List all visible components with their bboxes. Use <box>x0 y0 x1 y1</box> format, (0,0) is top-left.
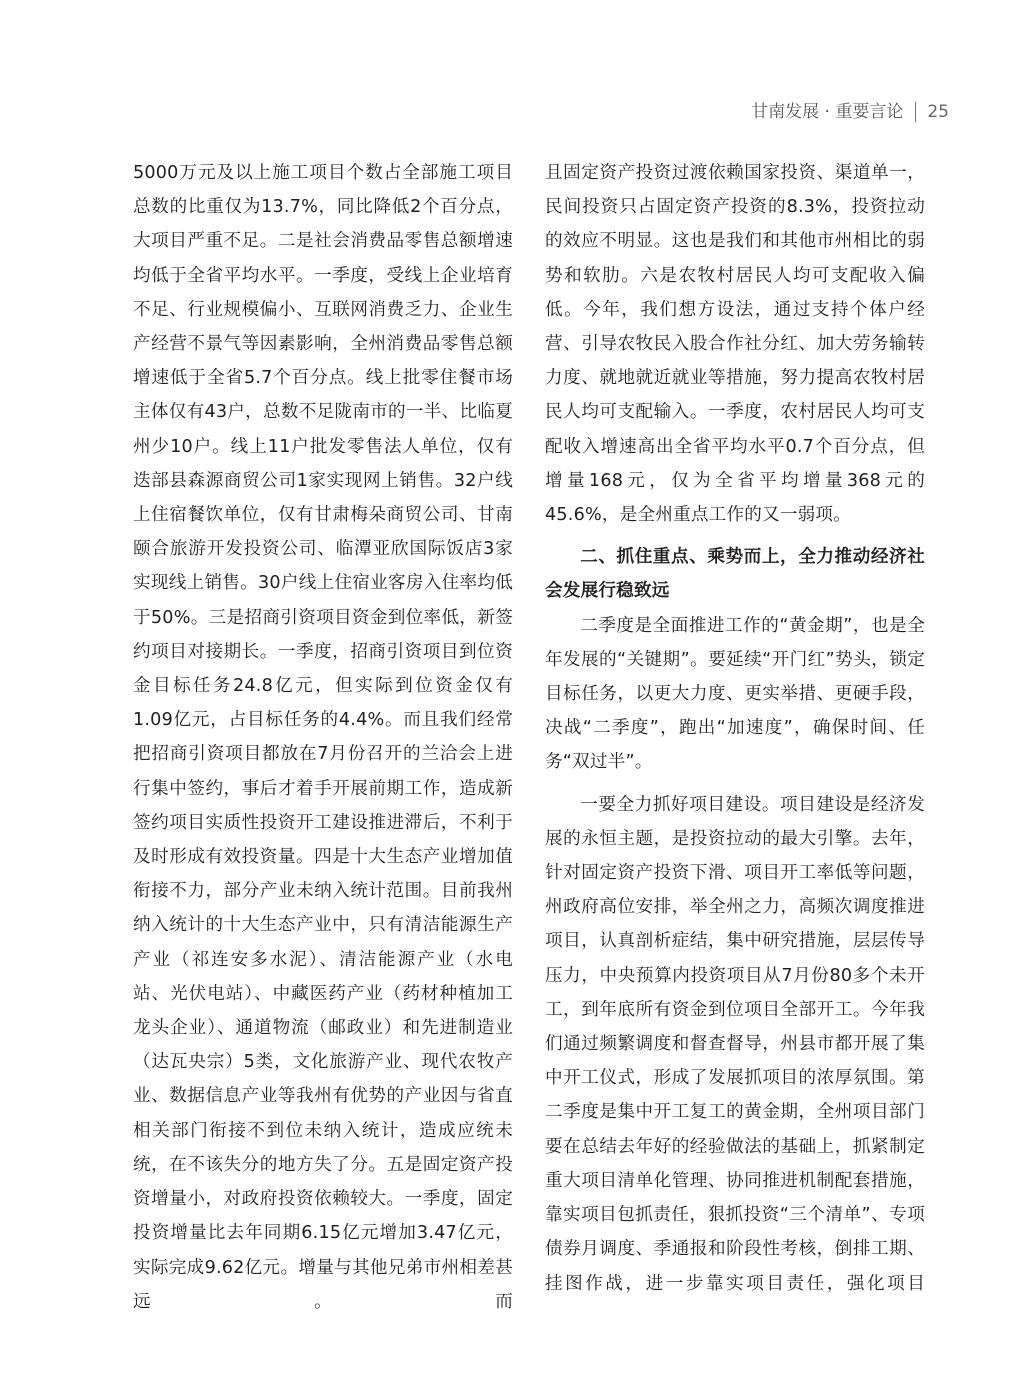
running-header <box>751 100 949 124</box>
body-paragraph: 5000万元及以上施工项目个数占全部施工项目总数的比重仅为13.7%，同比降低2个百分点，大项目严重不足。二是社会消费品零售总额增速均低于全省平均水平。一季度，受线上企业培育不足、行业规模偏小、互联网消费乏力、企业生产经营不景气等因素影响，全州消费品零售总额增速低于全省5.7个百分点。线上批零住餐市场主体仅有43户，总数不足陇南市的一半、比临夏州少10户。线上11户批发零售法人单位，仅有迭部县森源商贸公司1家实现网上销售。32户线上住宿餐饮单位，仅有甘肃梅朵商贸公司、甘南颐合旅游开发投资公司、临潭亚欣国际饭店3家实现线上销售。30户线上住宿业客房入住率均低于50%。三是招商引资项目资金到位率低，新签约项目对接期长。一季度，招商引资项目到位资金目标任务24.8亿元，但实际到位资金仅有1.09亿元，占目标任务的4.4%。而且我们经常把招商引资项目都放在7月份召开的兰洽会上进行集中签约，事后才着手开展前期工作，造成新签约项目实质性投资开工建设推进滞后，不利于及时形成有效投资量。四是十大生态产业增加值衔接不力，部分产业未纳入统计范围。目前我州纳入统计的十大生态产业中，只有清洁能源生产产业（祁连安多水泥）、清洁能源产业（水电站、光伏电站）、中藏医药产业（药材种植加工龙头企业）、通道物流（邮政业）和先进制造业（达瓦央宗）5类，文化旅游产业、现代农牧产业、数据信息产业等我州有优势的产业因与省直相关部门衔接不到位未纳入统计，造成应统未统，在不该失分的地方失了分。五是固定资产投资增量小，对政府投资依赖较大。一季度，固定投资增量比去年同期6.15亿元增加3.47亿元，实际完成9.62亿元。增量与其他兄弟市州相差甚远。而 <box>133 163 513 1312</box>
section-heading: 二、抓住重点、乘势而上，全力推动经济社会发展行稳致远 <box>545 547 925 602</box>
paragraph-gap <box>545 780 925 788</box>
right-column <box>545 156 925 1301</box>
section-title: 甘南发展 · 重要言论 <box>751 102 904 122</box>
paragraph-gap <box>545 532 925 540</box>
page-number: 25 <box>927 102 949 122</box>
body-paragraph: 二季度是全面推进工作的“黄金期”，也是全年发展的“关键期”。要延续“开门红”势头，锁定目标任务，以更大力度、更实举措、更硬手段，决战“二季度”，跑出“加速度”，确保时间、任务“双过半”。 <box>545 615 925 773</box>
left-column <box>133 156 513 1319</box>
body-paragraph: 一要全力抓好项目建设。项目建设是经济发展的永恒主题，是投资拉动的最大引擎。去年，针对固定资产投资下滑、项目开工率低等问题，州政府高位安排，举全州之力，高频次调度推进项目，认真剖析症结，集中研究措施，层层传导压力，中央预算内投资项目从7月份80多个未开工，到年底所有资金到位项目全部开工。今年我们通过频繁调度和督查督导，州县市都开展了集中开工仪式，形成了发展抓项目的浓厚氛围。第二季度是集中开工复工的黄金期，全州项目部门要在总结去年好的经验做法的基础上，抓紧制定重大项目清单化管理、协同推进机制配套措施，靠实项目包抓责任，狠抓投资“三个清单”、专项债券月调度、季通报和阶段性考核，倒排工期、挂图作战，进一步靠实项目责任，强化项目 <box>545 794 925 1294</box>
header-divider <box>915 102 916 122</box>
body-paragraph: 且固定资产投资过渡依赖国家投资、渠道单一，民间投资只占固定资产投资的8.3%，投资拉动的效应不明显。这也是我们和其他市州相比的弱势和软肋。六是农牧村居民人均可支配收入偏低。今年，我们想方设法，通过支持个体户经营、引导农牧民入股合作社分红、加大劳务输转力度、就地就近就业等措施，努力提高农牧村居民人均可支配输入。一季度，农村居民人均可支配收入增速高出全省平均水平0.7个百分点，但增量168元，仅为全省平均增量368元的45.6%，是全州重点工作的又一弱项。 <box>545 163 925 526</box>
